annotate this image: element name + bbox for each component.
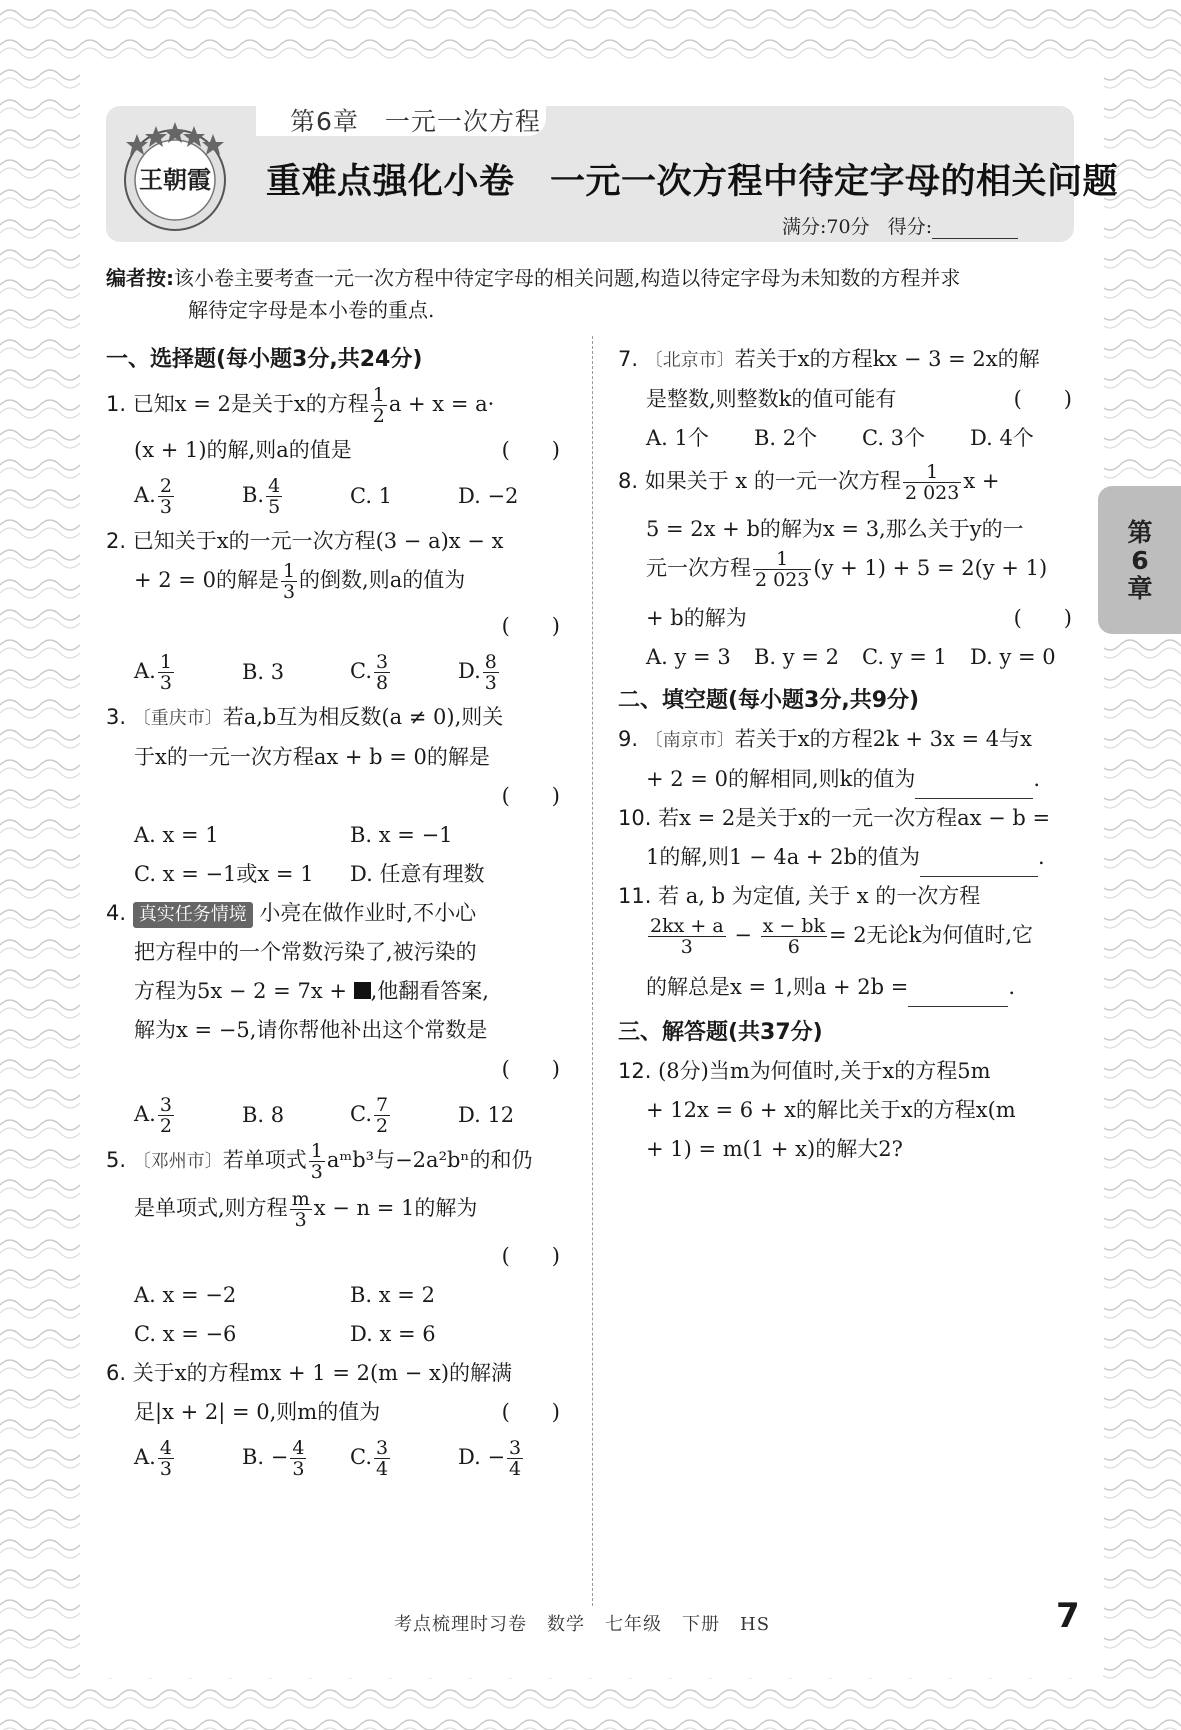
- scenario-tag: 真实任务情境: [133, 902, 253, 928]
- question-5: 5. 〔邓州市〕若单项式 $\frac{1}{3}$ aᵐb³与−2a²bⁿ的和仍 是单项式,则方程 $\frac{m}{3}$ x − n = 1的解为 ( ) A. x = −2 B. x = 2 C. x = −6 D. x = 6: [106, 1140, 560, 1346]
- left-column: [106, 340, 566, 1484]
- q6-options: A. $\frac{4}{3}$ B. − $\frac{4}{3}$ C. $\frac{3}{4}$ D. − $\frac{3}{4}$: [134, 1436, 522, 1480]
- question-7: 7. 〔北京市〕若关于x的方程kx − 3 = 2x的解 是整数,则整数k的值可能有 ( ) A. 1个 B. 2个 C. 3个 D. 4个: [618, 340, 1078, 458]
- page-title: 重难点强化小卷 一元一次方程中待定字母的相关问题: [266, 162, 1119, 202]
- q8-options: A. y = 3 B. y = 2 C. y = 1 D. y = 0: [646, 645, 1056, 669]
- score-blank: [932, 221, 1018, 239]
- question-9: 9. 〔南京市〕若关于x的方程2k + 3x = 4与x + 2 = 0的解相同,则k的值为 .: [618, 720, 1078, 799]
- question-11: 11. 若 a, b 为定值, 关于 x 的一次方程 $\frac{2kx + a}{3}$ − $\frac{x - bk}{6}$ = 2无论k为何值时,它 的解总是x = 1,则a + 2b = .: [618, 877, 1078, 1007]
- full-score: 满分:70分: [782, 216, 870, 238]
- question-6: 6. 关于x的方程mx + 1 = 2(m − x)的解满 足|x + 2| = 0,则m的值为 ( ) A. $\frac{4}{3}$ B. − $\frac{4}{3}$ C. $\frac{3}{4}$ D. − $\frac{3}{4}$: [106, 1354, 566, 1484]
- chapter-side-tab: 第 6 章: [1098, 486, 1181, 634]
- page-number: 7: [1056, 1596, 1080, 1636]
- answer-blank: [920, 855, 1038, 877]
- right-column: [618, 340, 1078, 1169]
- section-3-heading: 三、解答题(共37分): [618, 1020, 823, 1045]
- q1-options: A. $\frac{2}{3}$ B. $\frac{4}{5}$ C. 1 D. −2: [134, 474, 519, 518]
- editor-label: 编者按:: [106, 266, 174, 290]
- smudge-square: [354, 982, 371, 999]
- question-3: 3. 〔重庆市〕若a,b互为相反数(a ≠ 0),则关 于x的一元一次方程ax + b = 0的解是 ( ) A. x = 1 B. x = −1 C. x = −1或x = 1 D. 任意有理数: [106, 705, 560, 886]
- section-2-heading: 二、填空题(每小题3分,共9分): [618, 688, 920, 713]
- score-line: [782, 212, 1018, 239]
- q2-options: A. $\frac{1}{3}$ B. 3 C. $\frac{3}{8}$ D. $\frac{8}{3}$: [134, 650, 497, 694]
- question-12: 12. (8分)当m为何值时,关于x的方程5m + 12x = 6 + x的解比关于x的方程x(m + 1) = m(1 + x)的解大2?: [618, 1059, 1016, 1161]
- column-divider: [592, 336, 593, 1606]
- logo-text: 王朝霞: [139, 165, 211, 194]
- q7-options: A. 1个 B. 2个 C. 3个 D. 4个: [646, 426, 1034, 450]
- question-10: 10. 若x = 2是关于x的一元一次方程ax − b = 1的解,则1 − 4a + 2b的值为 .: [618, 799, 1078, 877]
- section-1-heading: 一、选择题(每小题3分,共24分): [106, 347, 423, 372]
- editor-note: [106, 262, 1076, 326]
- question-2: 2. 已知关于x的一元一次方程(3 − a)x − x + 2 = 0的解是 $\frac{1}{3}$ 的倒数,则a的值为 ( ) A. $\frac{1}{3}$ B. 3 C. $\frac{3}{8}$ D. $\frac{8}{3}$: [106, 522, 566, 698]
- question-8: 8. 如果关于 x 的一元一次方程 $\frac{1}{2 023}$ x + 5 = 2x + b的解为x = 3,那么关于y的一 元一次方程 $\frac{1}{2 023}$ (y + 1) + 5 = 2(y + 1) + b的解为 ( ) A. y = 3 B. y = 2 C. y = 1 D. y = 0: [618, 462, 1078, 677]
- editor-line-1: 该小卷主要考查一元一次方程中待定字母的相关问题,构造以待定字母为未知数的方程并求: [174, 266, 961, 290]
- chapter-label: 第6章 一元一次方程: [290, 107, 541, 136]
- editor-line-2: 解待定字母是本小卷的重点.: [188, 298, 435, 322]
- score-label: 得分:: [887, 216, 933, 238]
- answer-paren: ( ): [501, 438, 560, 462]
- footer: 考点梳理时习卷 数学 七年级 下册 HS: [394, 1614, 771, 1635]
- question-4: 4. 真实任务情境 小亮在做作业时,不小心 把方程中的一个常数污染了,被污染的 方程为5x − 2 = 7x + ,他翻看答案, 解为x = −5,请你帮他补出这个常数是 ( ) A. $\frac{3}{2}$ B. 8 C. $\frac{7}{2}$ D. 12: [106, 894, 566, 1141]
- question-1: 1. 已知x = 2是关于x的方程 $\frac{1}{2}$ a + x = a· (x + 1)的解,则a的值是 ( ) A. $\frac{2}{3}$ B. $\frac{4}{5}$ C. 1 D. −2: [106, 385, 566, 522]
- brand-logo: [112, 116, 238, 236]
- answer-blank: [915, 777, 1033, 799]
- answer-blank: [908, 985, 1008, 1007]
- q4-options: A. $\frac{3}{2}$ B. 8 C. $\frac{7}{2}$ D. 12: [134, 1093, 515, 1137]
